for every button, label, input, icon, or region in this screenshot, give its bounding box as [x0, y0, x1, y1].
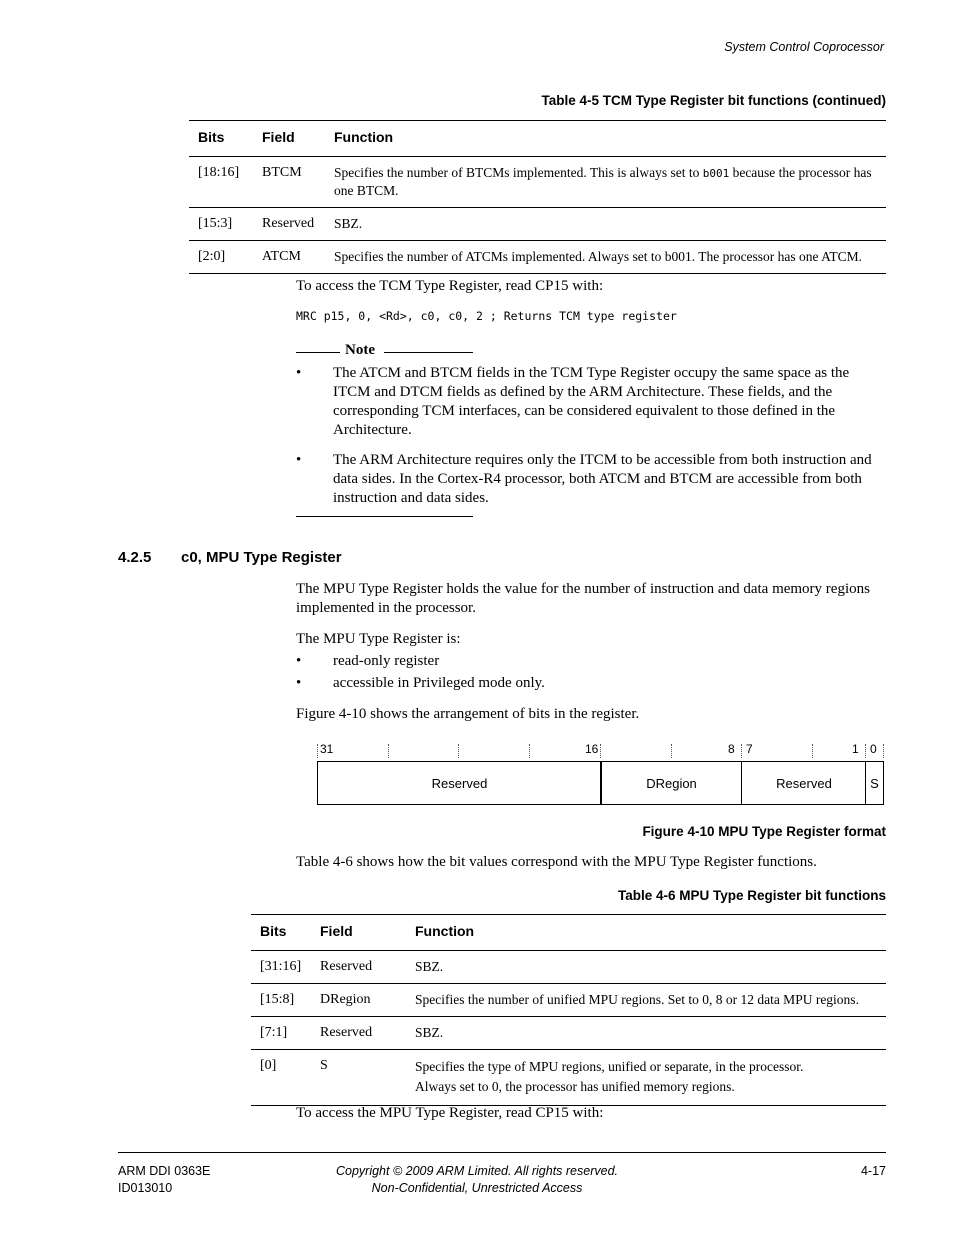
- cell-function: SBZ.: [406, 951, 886, 984]
- bullet-text: read-only register: [333, 653, 440, 669]
- bullet-text: accessible in Privileged mode only.: [333, 675, 545, 691]
- bit-tick: [741, 744, 742, 758]
- figure-4-10-caption: Figure 4-10 MPU Type Register format: [642, 824, 886, 839]
- bullet-text: The ARM Architecture requires only the ITCM to be accessible from both instruction and data sides. In the Cortex-R4 processor, both ATCM and BTCM are accessible from both instruction and data sides.: [333, 452, 872, 506]
- table-header-row: [189, 121, 886, 157]
- bit-tick: [600, 744, 601, 758]
- cell-bits: [15:3]: [189, 208, 253, 241]
- bit-label-7: 7: [746, 742, 753, 756]
- table-4-5-caption: Table 4-5 TCM Type Register bit functions (continued): [541, 93, 886, 108]
- cell-field: S: [311, 1050, 406, 1106]
- note-title: Note: [345, 342, 375, 358]
- cell-bits: [2:0]: [189, 241, 253, 274]
- cell-bits: [0]: [251, 1050, 311, 1106]
- footer-rule: [118, 1152, 886, 1153]
- note-rule-right: [384, 352, 473, 353]
- footer-confidentiality: Non-Confidential, Unrestricted Access: [371, 1181, 583, 1195]
- column-header-bits: Bits: [260, 923, 287, 939]
- table-row: [189, 208, 886, 241]
- table-row: [189, 241, 886, 274]
- function-text: Specifies the number of BTCMs implemented. This is always set to: [334, 165, 703, 180]
- running-header: System Control Coprocessor: [724, 40, 884, 54]
- table-4-5: [189, 120, 886, 274]
- cell-field: Reserved: [311, 951, 406, 984]
- field-s: S: [870, 775, 879, 791]
- function-text: because the processor has one BTCM.: [334, 165, 872, 198]
- cell-function: SBZ.: [406, 1017, 886, 1050]
- inline-code: b001: [702, 167, 730, 180]
- field-dregion: DRegion: [646, 775, 697, 791]
- cell-bits: [7:1]: [251, 1017, 311, 1050]
- cell-bits: [18:16]: [189, 157, 253, 208]
- cell-function: [406, 1050, 886, 1106]
- footer-issue-id: ID013010: [118, 1181, 173, 1195]
- function-line: Specifies the type of MPU regions, unified or separate, in the processor.: [415, 1059, 804, 1074]
- table-row: [251, 951, 886, 984]
- tcm-access-code: MRC p15, 0, <Rd>, c0, c0, 2 ; Returns TCM type register: [296, 309, 677, 323]
- column-header-bits: Bits: [198, 129, 225, 145]
- bit-tick: [388, 744, 389, 758]
- note-rule-bottom: [296, 516, 473, 517]
- bit-tick: [458, 744, 459, 758]
- bullet-dot: •: [296, 365, 302, 381]
- table-4-6-caption: Table 4-6 MPU Type Register bit functions: [617, 888, 886, 903]
- column-header-field: Field: [262, 129, 295, 145]
- table-row: [251, 1017, 886, 1050]
- bit-label-31: 31: [320, 742, 334, 756]
- table-row: [189, 157, 886, 208]
- bullet-dot: •: [296, 653, 302, 669]
- cell-bits: [31:16]: [251, 951, 311, 984]
- bullet-dot: •: [296, 675, 302, 691]
- figure-reference: Figure 4-10 shows the arrangement of bits in the register.: [296, 706, 640, 722]
- cell-function: Specifies the number of unified MPU regions. Set to 0, 8 or 12 data MPU regions.: [406, 984, 886, 1017]
- bit-tick: [812, 744, 813, 758]
- table-reference: Table 4-6 shows how the bit values correspond with the MPU Type Register functions.: [296, 854, 817, 870]
- cell-bits: [15:8]: [251, 984, 311, 1017]
- register-box: [317, 761, 884, 805]
- table-4-6: [251, 914, 886, 1106]
- bit-label-1: 1: [852, 742, 859, 756]
- bit-label-16: 16: [585, 742, 599, 756]
- footer-copyright: Copyright © 2009 ARM Limited. All rights reserved.: [335, 1164, 618, 1178]
- cell-function: SBZ.: [325, 208, 886, 241]
- bullet-dot: •: [296, 452, 302, 468]
- cell-field: Reserved: [253, 208, 325, 241]
- footer-page-number: 4-17: [860, 1164, 886, 1178]
- bit-tick: [671, 744, 672, 758]
- mpu-access-text: To access the MPU Type Register, read CP15 with:: [296, 1105, 604, 1121]
- bit-label-8: 8: [728, 742, 735, 756]
- cell-function: [325, 157, 886, 208]
- bit-label-0: 0: [870, 742, 877, 756]
- bullet-text: The ATCM and BTCM fields in the TCM Type Register occupy the same space as the ITCM and DTCM fields as defined by the ARM Architecture. These fields, and the corresponding TCM interfaces, can be considered equivalent to those defined in the Architecture.: [333, 365, 850, 438]
- field-reserved-low: Reserved: [776, 775, 832, 791]
- section-title: c0, MPU Type Register: [181, 549, 342, 566]
- function-line: Always set to 0, the processor has unified memory regions.: [415, 1079, 735, 1094]
- register-bit-diagram: [317, 742, 884, 805]
- footer-doc-ids: [118, 1163, 210, 1197]
- bit-tick: [865, 744, 866, 758]
- field-reserved-high: Reserved: [431, 775, 488, 791]
- cell-field: Reserved: [311, 1017, 406, 1050]
- column-header-function: Function: [415, 923, 475, 939]
- section-number: 4.2.5: [118, 549, 152, 566]
- cell-field: ATCM: [253, 241, 325, 274]
- footer-center: [252, 1163, 702, 1197]
- section-intro: The MPU Type Register holds the value for the number of instruction and data memory regions implemented in the processor.: [296, 581, 870, 616]
- cell-function: Specifies the number of ATCMs implemented. Always set to b001. The processor has one ATCM.: [325, 241, 886, 274]
- cell-field: BTCM: [253, 157, 325, 208]
- cell-field: DRegion: [311, 984, 406, 1017]
- section-is-label: The MPU Type Register is:: [296, 631, 461, 647]
- footer-doc-id: ARM DDI 0363E: [118, 1164, 211, 1178]
- bit-tick: [317, 744, 318, 758]
- bit-tick: [529, 744, 530, 758]
- table-header-row: [251, 915, 886, 951]
- table-row: [251, 1050, 886, 1106]
- table-row: [251, 984, 886, 1017]
- note-rule-left: [296, 352, 340, 353]
- tcm-access-text: To access the TCM Type Register, read CP15 with:: [296, 278, 604, 294]
- column-header-function: Function: [334, 129, 394, 145]
- bit-tick: [883, 744, 884, 758]
- column-header-field: Field: [320, 923, 353, 939]
